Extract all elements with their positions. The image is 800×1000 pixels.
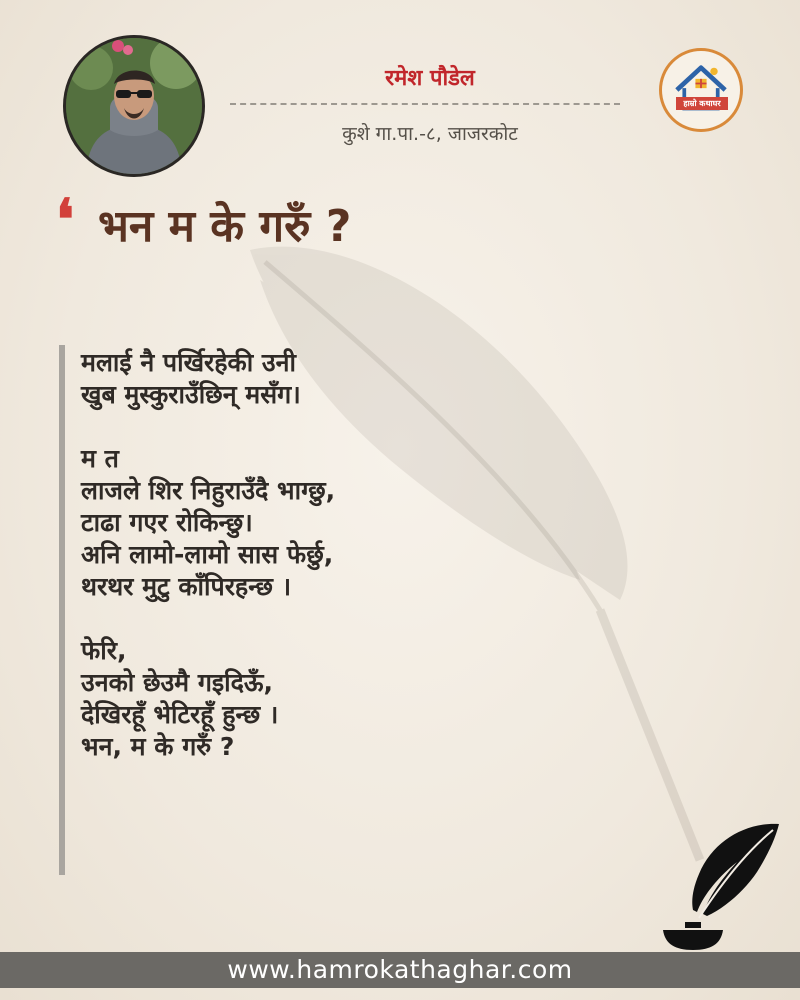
poem-line: लाजले शिर निहुराउँदै भाग्छु,	[81, 476, 336, 505]
poem-line: खुब मुस्कुराउँछिन् मसँग।	[81, 380, 301, 409]
site-logo[interactable]	[659, 48, 743, 132]
poem-body	[81, 347, 601, 763]
website-link[interactable]: www.hamrokathaghar.com	[227, 955, 573, 984]
poem-line: देखिरहूँ भेटिरहूँ हुन्छ ।	[81, 700, 279, 729]
quote-mark: ❛	[56, 187, 75, 253]
poem-line: टाढा गएर रोकिन्छु।	[81, 508, 253, 537]
poem-line: मलाई नै पर्खिरहेकी उनी	[81, 348, 296, 377]
author-address: कुशे गा.पा.-८, जाजरकोट	[342, 123, 518, 145]
poem-line: उनको छेउमै गइदिऊँ,	[81, 668, 274, 697]
stanza	[81, 635, 601, 763]
poem-line: भन, म के गरुँ ?	[81, 732, 235, 761]
poem-line: फेरि,	[81, 636, 127, 665]
house-logo-icon	[662, 51, 740, 129]
header-divider	[230, 103, 620, 105]
poem-line: म त	[81, 444, 119, 473]
author-name: रमेश पौडेल	[385, 66, 475, 91]
logo-text: हाम्रो कथाघर	[676, 97, 728, 110]
author-avatar	[63, 35, 205, 177]
poem-title: भन म के गरुँ ?	[98, 201, 352, 252]
poem-line: अनि लामो-लामो सास फेर्छु,	[81, 540, 334, 569]
quill-inkpot-icon	[655, 818, 785, 953]
stanza	[81, 443, 601, 603]
stanza-side-bar	[59, 345, 65, 875]
poem-line: थरथर मुटु काँपिरहन्छ ।	[81, 572, 292, 601]
stanza	[81, 347, 601, 411]
